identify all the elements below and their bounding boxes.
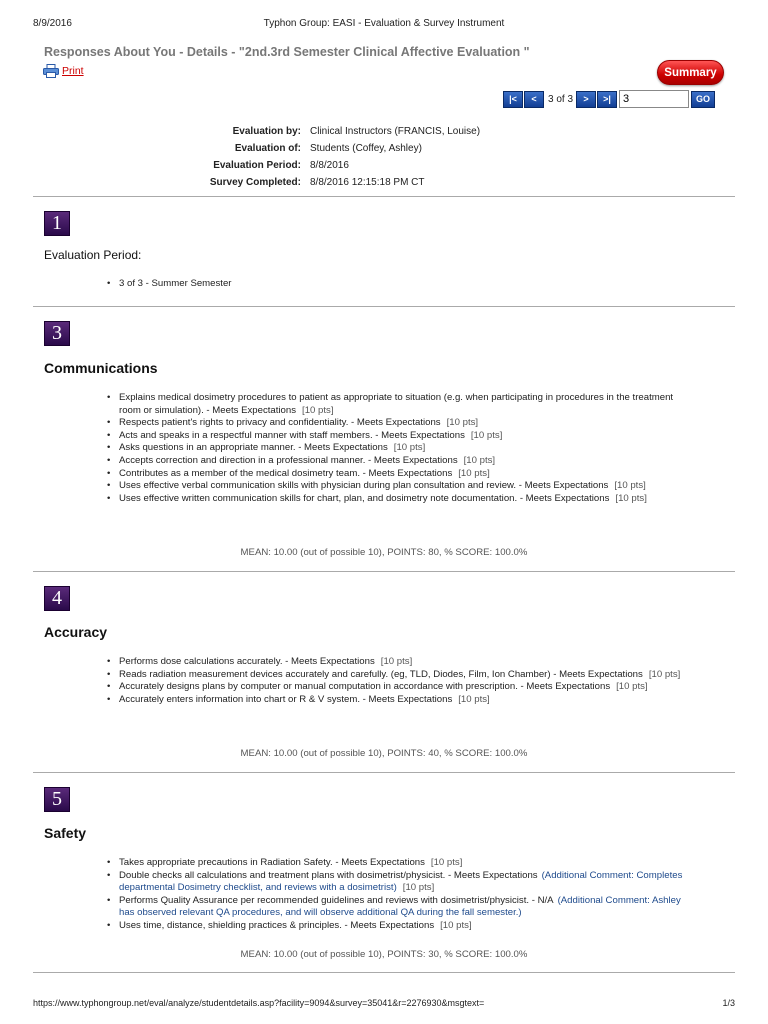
info-row [0,157,768,174]
list-item [105,669,690,682]
print-date: 8/9/2016 [33,18,72,29]
section-number-badge: 1 [44,211,70,236]
info-row [0,123,768,140]
item-text: Takes appropriate precautions in Radiation Safety. - Meets Expectations [119,857,425,868]
item-text: Double checks all calculations and treatment plans with dosimetrist/physicist. - Meets Expectations [119,869,538,881]
info-row [0,140,768,157]
info-label: Evaluation by: [232,126,301,137]
item-points: [10 pts] [458,693,490,705]
pager [503,90,715,108]
info-label: Evaluation of: [234,143,301,154]
page-title: Responses About You - Details - "2nd.3rd Semester Clinical Affective Evaluation " [44,45,530,59]
print-footer [33,998,735,1010]
summary-button[interactable]: Summary [657,60,724,85]
item-points: [10 pts] [440,919,472,931]
info-row [0,174,768,191]
item-text: Reads radiation measurement devices accurately and carefully. (eg, TLD, Diodes, Film, Ion Chamber) - Meets Expectations [119,668,643,680]
section-score-summary: MEAN: 10.00 (out of possible 10), POINTS: 30, % SCORE: 100.0% [240,949,528,960]
item-points: [10 pts] [616,681,648,693]
divider [33,196,735,197]
item-points: [10 pts] [614,480,646,492]
printer-icon [43,64,59,78]
item-points: [10 pts] [302,404,334,416]
print-page-title: Typhon Group: EASI - Evaluation & Survey Instrument [263,18,505,29]
item-text: Accurately designs plans by computer or manual computation in accordance with prescription. - Meets Expectations [119,681,611,693]
first-page-button[interactable]: |< [503,91,523,108]
info-value: Students (Coffey, Ashley) [310,143,422,154]
list-item [105,895,690,920]
divider [33,772,735,773]
list-item [105,857,690,870]
page-number: 1/3 [722,998,735,1008]
item-points: [10 pts] [402,882,435,894]
item-points: [10 pts] [463,454,496,466]
item-points: [10 pts] [430,857,463,868]
print-link[interactable] [43,64,84,78]
divider [33,306,735,307]
item-points: [10 pts] [648,668,681,680]
print-header [33,18,735,32]
item-text: Acts and speaks in a respectful manner with staff members. - Meets Expectations [119,429,465,441]
response-list [105,857,690,933]
section-score-summary: MEAN: 10.00 (out of possible 10), POINTS: 40, % SCORE: 100.0% [240,748,528,759]
list-item [105,920,690,933]
item-text: Accurately enters information into chart or R & V system. - Meets Expectations [119,693,453,705]
section-score-summary: MEAN: 10.00 (out of possible 10), POINTS: 80, % SCORE: 100.0% [240,547,528,558]
item-text: Performs Quality Assurance per recommended guidelines and reviews with dosimetrist/physicist. - N/A [119,894,554,906]
additional-comment: (Additional Comment: Ashley has observed relevant QA procedures, and will observe additional QA during the fall semester.) [119,894,681,919]
item-text: Uses effective verbal communication skills with physician during plan consultation and review. - Meets Expectations [119,480,609,492]
divider [33,571,735,572]
additional-comment: (Additional Comment: Completes departmental Dosimetry checklist, and reviews with a dosimetrist) [119,869,683,894]
last-page-button[interactable]: >| [597,91,617,108]
info-value: Clinical Instructors (FRANCIS, Louise) [310,126,481,137]
section-title: Evaluation Period: [44,248,142,262]
response-list [105,392,690,505]
section-title: Safety [44,825,87,841]
page-count: 3 of 3 [548,93,574,105]
item-text: Accepts correction and direction in a professional manner. - Meets Expectations [119,454,458,466]
page-url: https://www.typhongroup.net/eval/analyze/studentdetails.asp?facility=9094&survey=35041&r=2276930&msgtext= [33,998,485,1008]
list-item [105,442,690,455]
response-list [105,656,690,706]
response-list [105,278,690,291]
go-button[interactable]: GO [691,91,715,108]
prev-page-button[interactable]: < [524,91,544,108]
list-item [105,480,690,493]
list-item [105,870,690,895]
section-title: Accuracy [44,624,108,640]
next-page-button[interactable]: > [576,91,596,108]
list-item [105,468,690,481]
item-text: Asks questions in an appropriate manner. - Meets Expectations [119,442,388,454]
page-number-input[interactable] [619,90,689,108]
divider [33,972,735,973]
item-points: [10 pts] [458,467,490,479]
list-item [105,278,690,291]
item-text: Respects patient's rights to privacy and confidentiality. - Meets Expectations [119,417,441,429]
info-label: Evaluation Period: [213,160,301,171]
print-link-label[interactable]: Print [62,65,84,77]
item-text: Uses effective written communication skills for chart, plan, and dosimetry note documentation. - Meets Expectations [119,492,610,504]
item-points: [10 pts] [393,442,426,454]
list-item [105,455,690,468]
info-value: 8/8/2016 12:15:18 PM CT [310,177,425,188]
list-item [105,493,690,506]
list-item [105,392,690,417]
info-value: 8/8/2016 [310,160,349,171]
info-label: Survey Completed: [209,177,301,188]
evaluation-info [0,123,768,191]
section-number-badge: 5 [44,787,70,812]
item-text: Performs dose calculations accurately. - Meets Expectations [119,656,375,667]
section-title: Communications [44,360,158,376]
item-text: Uses time, distance, shielding practices & principles. - Meets Expectations [119,919,435,931]
section-number-badge: 4 [44,586,70,611]
item-text: Contributes as a member of the medical dosimetry team. - Meets Expectations [119,467,453,479]
item-text: 3 of 3 - Summer Semester [119,278,232,289]
item-text: Explains medical dosimetry procedures to patient as appropriate to situation (e.g. when participating in procedures in the treatment room or simulation). - Meets Expectations [119,392,674,416]
list-item [105,681,690,694]
list-item [105,656,690,669]
section-number-badge: 3 [44,321,70,346]
list-item [105,417,690,430]
item-points: [10 pts] [615,492,647,504]
item-points: [10 pts] [380,656,413,667]
item-points: [10 pts] [446,417,479,429]
list-item [105,694,690,707]
list-item [105,430,690,443]
item-points: [10 pts] [470,429,503,441]
